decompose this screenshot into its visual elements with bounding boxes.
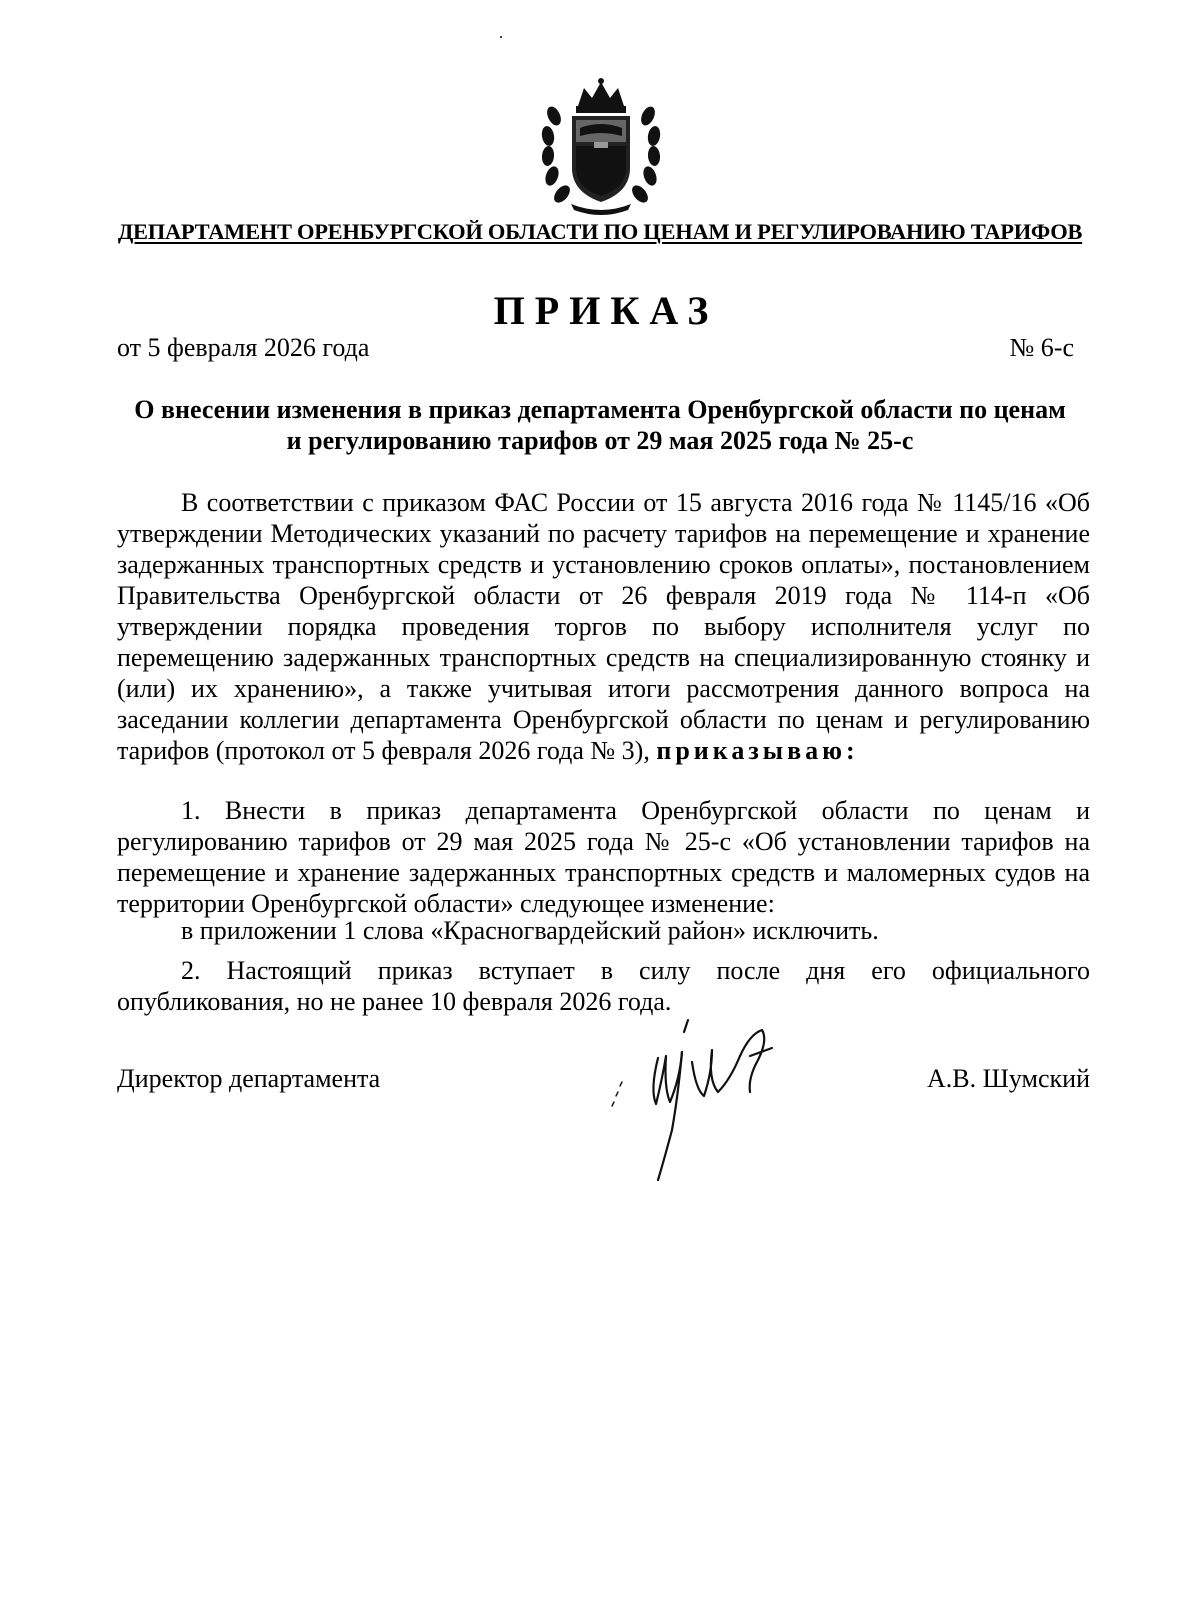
preamble-paragraph [117,487,1090,766]
preamble-text: В соответствии с приказом ФАС России от 15 августа 2016 года № 1145/16 «Об утверждении Методических указаний по расчету тарифов на перемещение и хранение задержанных транспортных средств и установлению сроков оплаты», постановлением Правительства Оренбургской области от 26 февраля 2019 года № 114-п «Об утверждении порядка проведения торгов по выбору исполнителя услуг по перемещению задержанных транспортных средств на специализированную стоянку и (или) их хранению», а также учитывая итоги рассмотрения данного вопроса на заседании коллегии департамента Оренбургской области по ценам и регулированию тарифов (протокол от 5 февраля 2026 года № 3), [117,488,1090,765]
document-subject [100,394,1100,456]
item-1-text: 1. Внести в приказ департамента Оренбургской области по ценам и регулированию тарифов от 29 мая 2025 года № 25-с «Об установлении тарифов на перемещение и хранение задержанных транспортных средств и маломерных судов на территории Оренбургской области» следующее изменение: [117,796,1090,918]
item-2-text: 2. Настоящий приказ вступает в силу после дня его официального опубликования, но не ранее 10 февраля 2026 года. [117,956,1090,1016]
document-number: № 6-с [1009,333,1074,362]
item-1-paragraph [117,795,1090,919]
item-1-subclause: в приложении 1 слова «Красногвардейский район» исключить. [181,916,879,945]
subject-line-2: и регулированию тарифов от 29 мая 2025 года № 25-с [286,426,914,455]
document-date: от 5 февраля 2026 года [117,333,370,362]
department-name: ДЕПАРТАМЕНТ ОРЕНБУРГСКОЙ ОБЛАСТИ ПО ЦЕНАМ И РЕГУЛИРОВАНИЮ ТАРИФОВ [117,219,1083,244]
signatory-name: А.В. Шумский [927,1064,1090,1093]
order-word: приказываю: [656,736,859,765]
signatory-role: Директор департамента [117,1064,381,1093]
scan-speck [500,36,502,38]
subject-line-1: О внесении изменения в приказ департамента Оренбургской области по ценам [134,395,1066,424]
document-title: ПРИКАЗ [493,288,719,333]
coat-of-arms-emblem [536,76,666,216]
handwritten-signature [600,1000,800,1190]
